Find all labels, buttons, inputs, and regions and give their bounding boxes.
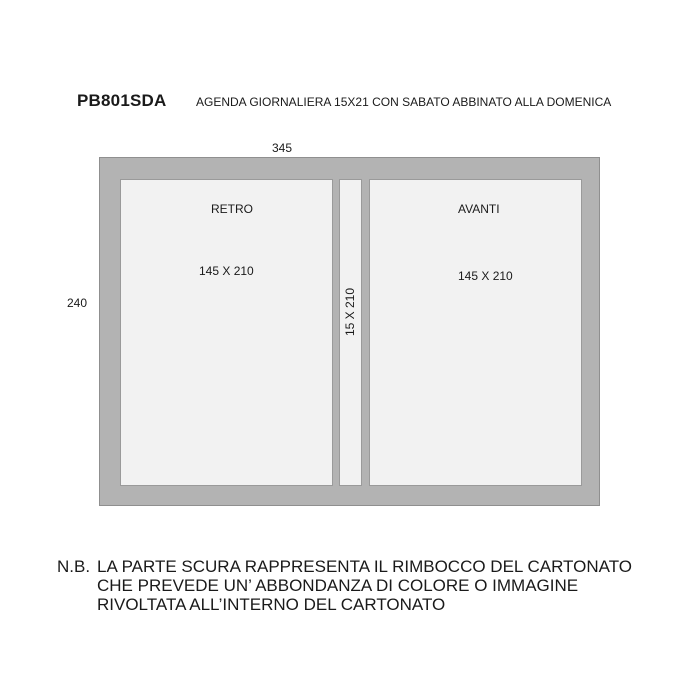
back-cover-size: 145 X 210 (199, 264, 254, 278)
product-description: AGENDA GIORNALIERA 15X21 CON SABATO ABBINATO ALLA DOMENICA (196, 95, 612, 109)
spine-size: 15 X 210 (343, 287, 357, 337)
back-cover-panel (120, 179, 333, 486)
note-line-2: CHE PREVEDE UN’ ABBONDANZA DI COLORE O IMMAGINE (97, 576, 579, 595)
product-code: PB801SDA (77, 91, 167, 110)
front-cover-size: 145 X 210 (458, 269, 513, 283)
back-cover-title: RETRO (211, 202, 253, 216)
front-cover-title: AVANTI (458, 202, 500, 216)
note-block (57, 557, 632, 614)
note-text-1: LA PARTE SCURA RAPPRESENTA IL RIMBOCCO DEL CARTONATO (97, 557, 633, 576)
height-dimension: 240 (67, 296, 88, 310)
note-line-3: RIVOLTATA ALL’INTERNO DEL CARTONATO (97, 595, 446, 614)
width-dimension: 345 (272, 141, 293, 155)
note-prefix: N.B. (57, 557, 91, 576)
front-cover-panel (369, 179, 582, 486)
note-line-1 (57, 557, 632, 576)
